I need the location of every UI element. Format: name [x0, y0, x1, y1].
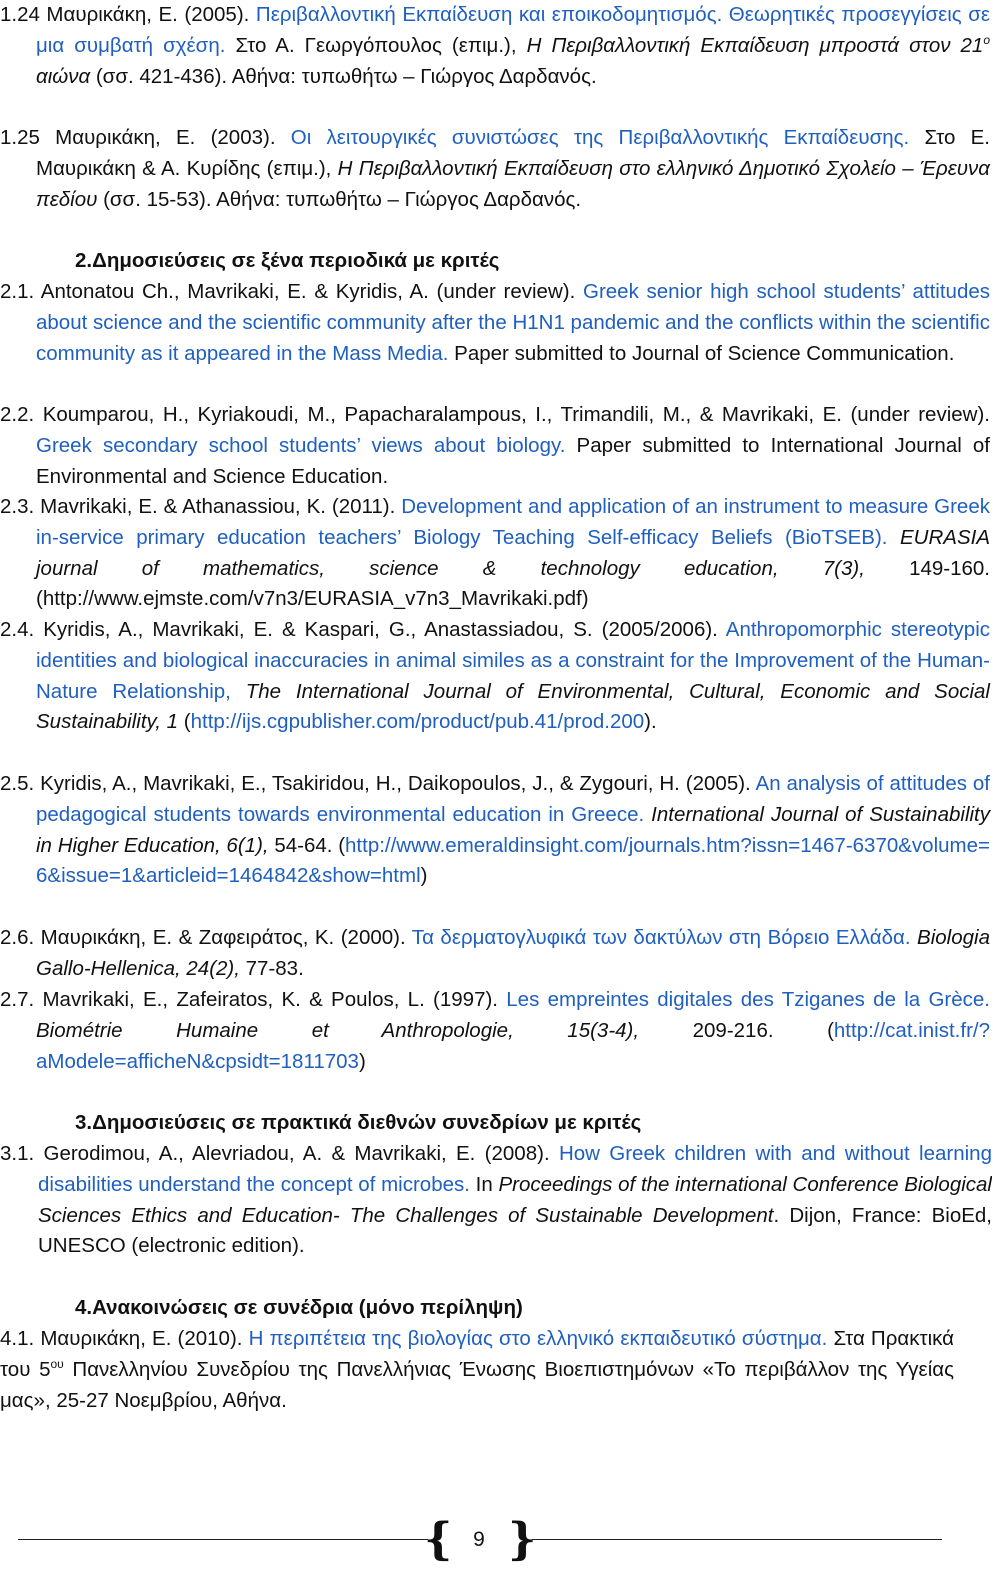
ref-proceedings: Proceedings of the international Conference Biological Sciences Ethics and Education- The Challenges of Sustainable Development	[38, 1172, 992, 1227]
ref-title-link[interactable]: Anthropomorphic stereotypic identities and biological inaccuracies in animal similes as a constraint for the Improvement of the Human-Nature Relationship,	[36, 618, 991, 703]
ref-journal: International Journal of Sustainability in Higher Education, 6(1),	[36, 802, 990, 857]
ref-url-link[interactable]: http://cat.inist.fr/?aModele=afficheN&cpsidt=1811703	[36, 1018, 990, 1073]
ref-number: 2.3.	[0, 495, 35, 518]
footer-brace-left: {	[424, 1514, 453, 1565]
ref-journal: The International Journal of Environmental, Cultural, Economic and Social Sustainability, 1	[36, 679, 990, 734]
ref-authors: Koumparou, H., Kyriakoudi, M., Papacharalampous, I., Trimandili, M., & Mavrikaki, E. (under review).	[34, 403, 990, 426]
ref-authors: Mavrikaki, E. & Athanassiou, K. (2011).	[34, 495, 402, 518]
ref-superscript: ου	[50, 1356, 64, 1371]
ref-title-link[interactable]: Greek secondary school students’ views about biology.	[36, 433, 566, 457]
ref-pages: 77-83.	[239, 956, 304, 980]
ref-number: 1.25	[0, 126, 40, 149]
reference-2-7	[0, 985, 990, 1077]
reference-2-5	[0, 769, 990, 892]
reference-2-4	[0, 615, 990, 738]
reference-2-6	[0, 923, 990, 985]
ref-pages: 54-64. (	[268, 833, 346, 857]
ref-number: 1.24	[0, 3, 40, 26]
ref-authors: Kyridis, A., Mavrikaki, E., Tsakiridou, H., Daikopoulos, J., & Zygouri, H. (2005).	[34, 772, 756, 795]
ref-proceedings-cont: Πανελληνίου Συνεδρίου της Πανελλήνιας Ένωσης Βιοεπιστημόνων «Το περιβάλλον της Υγείας μας», 25-27 Νοεμβρίου, Αθήνα.	[0, 1357, 954, 1412]
ref-proceedings: Στα Πρακτικά του 5	[0, 1327, 954, 1381]
ref-title-link[interactable]: Greek senior high school students’ attitudes about science and the scientific community after the H1N1 pandemic and the conflicts within the scientific community as it appeared in the Mass Media.	[36, 280, 991, 365]
ref-number: 2.6.	[0, 926, 35, 949]
section-heading-4: 4.Ανακοινώσεις σε συνέδρια (μόνο περίληψη)	[75, 1296, 523, 1319]
ref-authors: Antonatou Ch., Mavrikaki, E. & Kyridis, A. (under review).	[34, 280, 583, 303]
ref-authors: Gerodimou, A., Alevriadou, A. & Mavrikaki, E. (2008).	[34, 1142, 559, 1165]
ref-pages-url: 149-160.(http://www.ejmste.com/v7n3/EURASIA_v7n3_Mavrikaki.pdf)	[36, 556, 990, 611]
ref-title-link[interactable]: Τα δερματογλυφικά των δακτύλων στη Βόρειο Ελλάδα.	[411, 926, 911, 949]
ref-authors: Kyridis, A., Mavrikaki, E. & Kaspari, G., Anastassiadou, S. (2005/2006).	[34, 618, 726, 641]
ref-title-link[interactable]: Η περιπέτεια της βιολογίας στο ελληνικό εκπαιδευτικό σύστημα.	[248, 1327, 828, 1350]
ref-book-title: Η Περιβαλλοντική Εκπαίδευση μπροστά στον 21	[526, 33, 984, 57]
ref-number: 4.1.	[0, 1327, 35, 1350]
ref-number: 2.2.	[0, 403, 35, 426]
ref-paren-close: ).	[644, 710, 657, 734]
ref-title-link[interactable]: Οι λειτουργικές συνιστώσες της Περιβαλλοντικής Εκπαίδευσης.	[290, 126, 910, 149]
ref-superscript: ο	[983, 32, 990, 47]
ref-journal: Paper submitted to International Journal of Environmental and Science Education.	[36, 433, 990, 488]
ref-number: 2.7.	[0, 988, 35, 1011]
ref-pages-publisher: (σσ. 15-53). Αθήνα: τυπωθήτω – Γιώργος Δαρδανός.	[97, 187, 582, 211]
ref-paren-close: )	[358, 1049, 366, 1073]
ref-authors: Μαυρικάκη, Ε. (2010).	[34, 1327, 249, 1350]
ref-authors: Μαυρικάκη, Ε. (2003).	[39, 126, 291, 149]
ref-editors: Στο Ε. Μαυρικάκη & Α. Κυρίδης (επιμ.),	[36, 126, 990, 180]
ref-title-link[interactable]: An analysis of attitudes of pedagogical students towards environmental education in Greece.	[36, 772, 990, 826]
ref-authors: Μαυρικάκη, Ε. & Ζαφειράτος, Κ. (2000).	[34, 926, 412, 949]
ref-title-link[interactable]: Περιβαλλοντική Εκπαίδευση και εποικοδομητισμός. Θεωρητικές προσεγγίσεις σε μια συμβατή σχέση.	[36, 3, 990, 57]
ref-book-title-cont: αιώνα	[36, 64, 91, 88]
footer-brace-right: }	[508, 1514, 537, 1565]
ref-book-title: Η Περιβαλλοντική Εκπαίδευση στο ελληνικό Δημοτικό Σχολείο – Έρευνα πεδίου	[36, 156, 990, 211]
ref-title-link[interactable]: Development and application of an instrument to measure Greek in-service primary education teachers’ Biology Teaching Self-efficacy Beliefs (BioTSEB).	[36, 495, 990, 549]
ref-pages-publisher: (σσ. 421-436). Αθήνα: τυπωθήτω – Γιώργος Δαρδανός.	[90, 64, 597, 88]
ref-authors: Mavrikaki, E., Zafeiratos, K. & Poulos, L. (1997).	[34, 988, 507, 1011]
ref-number: 2.1.	[0, 280, 35, 303]
reference-3-1	[0, 1139, 992, 1262]
reference-1-25	[0, 123, 990, 215]
ref-paren-close: )	[420, 864, 428, 888]
ref-title-link[interactable]: Les empreintes digitales des Tziganes de la Grèce.	[506, 988, 990, 1011]
ref-journal: Biométrie Humaine et Anthropologie, 15(3-4),	[36, 1018, 640, 1042]
ref-journal: Paper submitted to Journal of Science Communication.	[448, 341, 955, 365]
ref-paren-open: (	[178, 710, 191, 734]
reference-2-2	[0, 400, 990, 492]
ref-url-link[interactable]: http://ijs.cgpublisher.com/product/pub.41/prod.200	[190, 710, 645, 734]
reference-1-24	[0, 0, 990, 92]
ref-journal: EURASIA journal of mathematics, science & technology education, 7(3),	[36, 525, 990, 580]
section-heading-3: 3.Δημοσιεύσεις σε πρακτικά διεθνών συνεδρίων με κριτές	[75, 1111, 642, 1134]
ref-title-link[interactable]: How Greek children with and without learning disabilities understand the concept of microbes.	[38, 1142, 992, 1196]
ref-url-link[interactable]: http://www.emeraldinsight.com/journals.htm?issn=1467-6370&volume=6&issue=1&articleid=1464842&show=html	[36, 833, 990, 888]
ref-editors: Στο Α. Γεωργόπουλος (επιμ.),	[225, 33, 527, 57]
ref-pages: 209-216. (	[639, 1018, 834, 1042]
ref-journal: Biologia Gallo-Hellenica, 24(2),	[36, 926, 990, 980]
section-heading-2: 2.Δημοσιεύσεις σε ξένα περιοδικά με κριτές	[75, 249, 500, 272]
footer-rule-left	[18, 1539, 428, 1540]
ref-publisher: . Dijon, France: BioEd, UNESCO (electronic edition).	[38, 1203, 992, 1258]
reference-2-1	[0, 277, 990, 369]
ref-number: 2.4.	[0, 618, 35, 641]
page-number: 9	[473, 1528, 485, 1551]
reference-2-3	[0, 492, 990, 615]
ref-number: 3.1.	[0, 1142, 35, 1165]
footer-rule-right	[532, 1539, 942, 1540]
reference-4-1	[0, 1324, 954, 1416]
ref-authors: Μαυρικάκη, Ε. (2005).	[39, 3, 256, 26]
ref-number: 2.5.	[0, 772, 35, 795]
ref-in: In	[469, 1172, 499, 1196]
